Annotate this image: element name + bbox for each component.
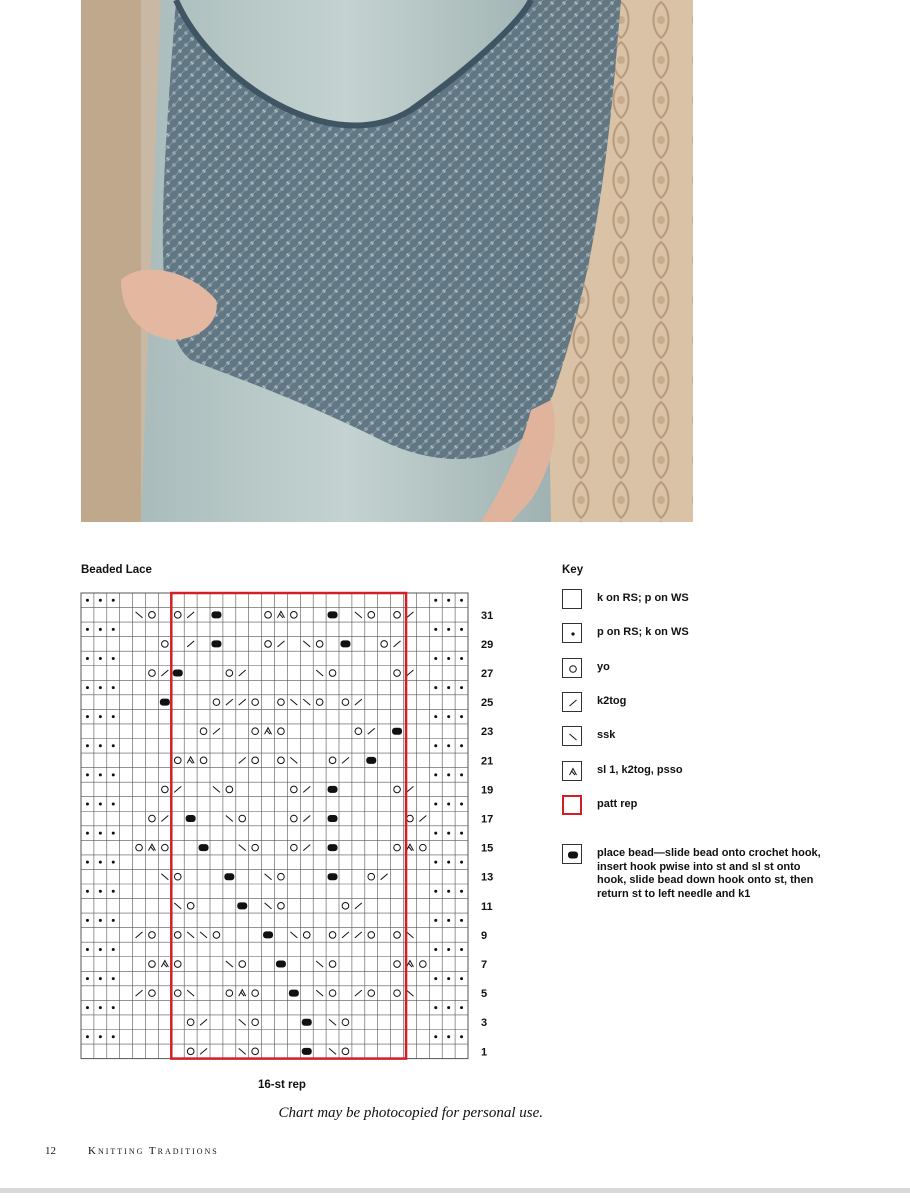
bead-symbol <box>392 728 402 735</box>
purl-dot <box>447 977 450 980</box>
purl-dot <box>434 977 437 980</box>
purl-dot <box>99 628 102 631</box>
key-item-label: patt rep <box>597 798 638 810</box>
purl-dot <box>99 744 102 747</box>
purl-dot <box>86 861 89 864</box>
bead-symbol <box>237 902 247 909</box>
key-item-label: p on RS; k on WS <box>597 626 689 638</box>
bead-symbol <box>328 815 338 822</box>
sk2p-icon <box>562 761 582 781</box>
purl-dot <box>86 890 89 893</box>
dot-icon <box>562 623 582 643</box>
row-number: 13 <box>481 871 494 884</box>
row-number: 25 <box>481 697 494 710</box>
running-head: Knitting Traditions <box>88 1145 219 1157</box>
purl-dot <box>460 1006 463 1009</box>
purl-dot <box>99 802 102 805</box>
row-number: 17 <box>481 813 494 826</box>
purl-dot <box>460 628 463 631</box>
purl-dot <box>447 744 450 747</box>
purl-dot <box>99 832 102 835</box>
purl-dot <box>434 1035 437 1038</box>
bead-symbol <box>173 670 183 677</box>
k2tog-icon <box>562 692 582 712</box>
key-title: Key <box>562 564 584 576</box>
purl-dot <box>86 599 89 602</box>
purl-dot <box>86 919 89 922</box>
purl-dot <box>86 686 89 689</box>
row-number: 19 <box>481 784 494 797</box>
purl-dot <box>99 657 102 660</box>
purl-dot <box>99 919 102 922</box>
purl-dot <box>99 715 102 718</box>
key-item-rep <box>562 795 862 817</box>
purl-dot <box>112 802 115 805</box>
purl-dot <box>112 657 115 660</box>
purl-dot <box>112 744 115 747</box>
bead-symbol <box>328 611 338 618</box>
purl-dot <box>434 599 437 602</box>
bead-symbol <box>328 844 338 851</box>
row-number: 15 <box>481 842 494 855</box>
row-number: 21 <box>481 755 494 768</box>
purl-dot <box>447 832 450 835</box>
bead-symbol <box>366 757 376 764</box>
key-item-label: place bead—slide bead onto crochet hook, insert hook pwise into st and sl st onto hook, slide bead down hook onto st, then return st to left needle and k1 <box>597 847 821 900</box>
purl-dot <box>112 715 115 718</box>
purl-dot <box>112 890 115 893</box>
purl-dot <box>434 1006 437 1009</box>
purl-dot <box>447 773 450 776</box>
purl-dot <box>460 861 463 864</box>
purl-dot <box>434 948 437 951</box>
purl-dot <box>112 832 115 835</box>
purl-dot <box>99 773 102 776</box>
bead-symbol <box>302 1019 312 1026</box>
purl-dot <box>460 686 463 689</box>
purl-dot <box>460 832 463 835</box>
key-item-dot <box>562 623 862 645</box>
row-number: 9 <box>481 929 488 942</box>
key-item-yo <box>562 658 862 680</box>
row-number: 27 <box>481 668 494 681</box>
purl-dot <box>447 1006 450 1009</box>
page-number: 12 <box>45 1145 56 1157</box>
purl-dot <box>447 715 450 718</box>
purl-dot <box>447 599 450 602</box>
purl-dot <box>99 890 102 893</box>
purl-dot <box>434 861 437 864</box>
purl-dot <box>460 948 463 951</box>
purl-dot <box>447 948 450 951</box>
purl-dot <box>86 773 89 776</box>
purl-dot <box>434 628 437 631</box>
purl-dot <box>434 715 437 718</box>
yo-icon <box>562 658 582 678</box>
purl-dot <box>86 802 89 805</box>
photocopy-note: Chart may be photocopied for personal use. <box>278 1105 543 1121</box>
purl-dot <box>86 977 89 980</box>
bead-symbol <box>199 844 209 851</box>
bead-symbol <box>211 611 221 618</box>
bead-symbol <box>211 640 221 647</box>
purl-dot <box>86 948 89 951</box>
ssk-icon <box>562 726 582 746</box>
bead-symbol <box>276 961 286 968</box>
bead-symbol <box>224 873 234 880</box>
purl-dot <box>447 628 450 631</box>
purl-dot <box>112 977 115 980</box>
purl-dot <box>447 890 450 893</box>
purl-dot <box>99 686 102 689</box>
bead-symbol <box>263 931 273 938</box>
row-number: 29 <box>481 638 494 651</box>
row-number: 3 <box>481 1017 488 1030</box>
purl-dot <box>112 919 115 922</box>
purl-dot <box>460 715 463 718</box>
purl-dot <box>447 919 450 922</box>
row-number: 1 <box>481 1046 488 1059</box>
purl-dot <box>460 1035 463 1038</box>
purl-dot <box>434 744 437 747</box>
purl-dot <box>86 1006 89 1009</box>
purl-dot <box>447 686 450 689</box>
purl-dot <box>460 890 463 893</box>
key-item-label: k2tog <box>597 695 627 707</box>
key-item-label: k on RS; p on WS <box>597 592 689 604</box>
purl-dot <box>434 919 437 922</box>
bead-symbol <box>328 786 338 793</box>
bead-symbol <box>160 699 170 706</box>
purl-dot <box>112 599 115 602</box>
chart-title: Beaded Lace <box>81 564 152 576</box>
purl-dot <box>99 1035 102 1038</box>
purl-dot <box>112 628 115 631</box>
purl-dot <box>434 773 437 776</box>
purl-dot <box>99 977 102 980</box>
purl-dot <box>460 977 463 980</box>
purl-dot <box>86 1035 89 1038</box>
purl-dot <box>434 890 437 893</box>
purl-dot <box>460 773 463 776</box>
rep-icon <box>562 795 582 815</box>
purl-dot <box>447 861 450 864</box>
bead-icon <box>562 844 582 864</box>
row-number: 5 <box>481 988 488 1001</box>
purl-dot <box>99 1006 102 1009</box>
purl-dot <box>460 802 463 805</box>
page-bottom-bar <box>0 1188 910 1193</box>
purl-dot <box>434 657 437 660</box>
key-item-k2tog <box>562 692 862 714</box>
purl-dot <box>86 657 89 660</box>
row-number: 11 <box>481 900 493 913</box>
blank-icon <box>562 589 582 609</box>
purl-dot <box>99 861 102 864</box>
key-item-label: sl 1, k2tog, psso <box>597 764 683 776</box>
row-number: 31 <box>481 609 494 622</box>
purl-dot <box>460 599 463 602</box>
purl-dot <box>112 861 115 864</box>
purl-dot <box>86 832 89 835</box>
key-item-sk2p <box>562 761 862 783</box>
bead-symbol <box>302 1048 312 1055</box>
purl-dot <box>112 1006 115 1009</box>
purl-dot <box>460 657 463 660</box>
key-item-ssk <box>562 726 862 748</box>
bead-symbol <box>186 815 196 822</box>
purl-dot <box>460 744 463 747</box>
purl-dot <box>86 715 89 718</box>
purl-dot <box>447 1035 450 1038</box>
purl-dot <box>86 628 89 631</box>
row-number: 7 <box>481 959 488 972</box>
purl-dot <box>434 802 437 805</box>
key-item-blank <box>562 589 862 611</box>
purl-dot <box>447 802 450 805</box>
repeat-label: 16-st rep <box>258 1079 306 1091</box>
key-item-label: ssk <box>597 729 616 741</box>
purl-dot <box>86 744 89 747</box>
purl-dot <box>447 657 450 660</box>
bead-symbol <box>340 640 350 647</box>
row-number: 23 <box>481 726 494 739</box>
key-item-label: yo <box>597 661 610 673</box>
purl-dot <box>99 599 102 602</box>
purl-dot <box>112 948 115 951</box>
bead-symbol <box>328 873 338 880</box>
purl-dot <box>112 773 115 776</box>
purl-dot <box>112 686 115 689</box>
purl-dot <box>434 686 437 689</box>
purl-dot <box>460 919 463 922</box>
key-item-bead <box>562 844 862 900</box>
purl-dot <box>112 1035 115 1038</box>
purl-dot <box>99 948 102 951</box>
purl-dot <box>434 832 437 835</box>
bead-symbol <box>289 990 299 997</box>
